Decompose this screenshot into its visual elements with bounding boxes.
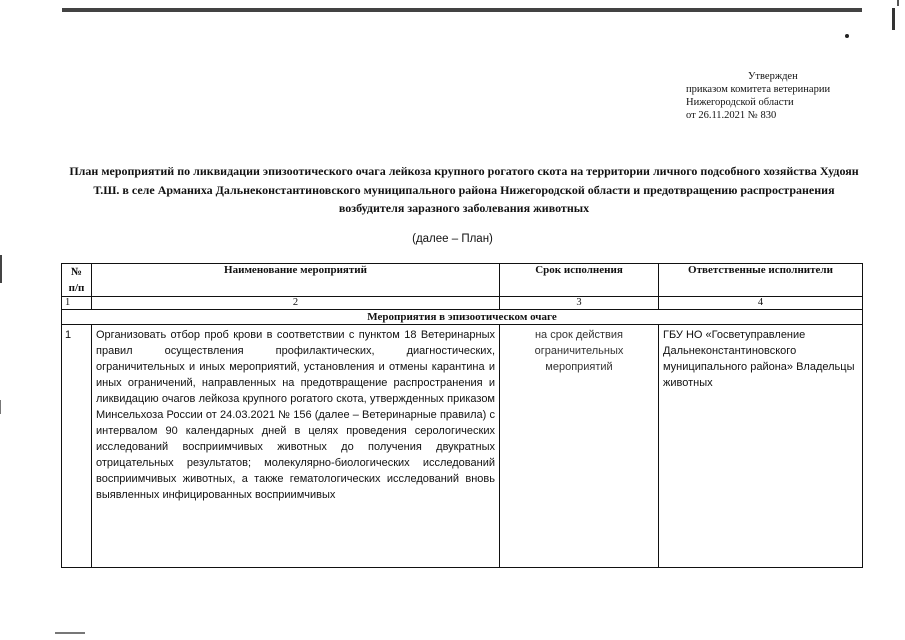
approval-line: Нижегородской области	[686, 97, 794, 108]
plan-table	[61, 263, 863, 568]
approval-stamp	[686, 70, 886, 122]
scan-mark	[892, 8, 895, 30]
scan-edge-mark	[0, 255, 2, 283]
document-subtitle: (далее – План)	[412, 233, 493, 245]
table-header-row	[62, 264, 863, 297]
row-description: Организовать отбор проб крови в соответствии с пунктом 18 Ветеринарных правил осуществления профилактических, диагностических, ограничительных и иных мероприятий, установления и отмены карантина и иных ограничений, направленных на предотвращение распространения и ликвидацию очагов лейкоза крупного рогатого скота, утвержденных приказом Минсельхоза России от 24.03.2021 № 156 (далее – Ветеринарные правила) с интервалом 90 календарных дней в целях проведения серологических исследований восприимчивых животных до получения двукратных отрицательных результатов; молекулярно-биологических исследований восприимчивых животных, а также гематологических исследований вновь выявленных инфицированных восприимчивых	[92, 325, 500, 568]
section-title: Мероприятия в эпизоотическом очаге	[62, 310, 863, 325]
header-number: № п/п	[62, 264, 92, 297]
scan-edge-mark	[55, 632, 85, 634]
scan-edge-mark	[0, 400, 1, 414]
table-row	[62, 325, 863, 568]
scan-mark	[897, 0, 899, 6]
document-title: План мероприятий по ликвидации эпизоотического очага лейкоза крупного рогатого скота на территории личного подсобного хозяйства Худоян Т.Ш. в селе Арманиха Дальнеконстантиновского муниципального района Нижегородской области и предотвращению распространения возбудителя заразного заболевания животных	[69, 164, 859, 215]
row-term: на срок действия ограничительных мероприятий	[500, 325, 659, 568]
column-number: 2	[92, 297, 500, 310]
row-number: 1	[62, 325, 92, 568]
scan-dot	[845, 34, 849, 38]
header-responsible: Ответственные исполнители	[659, 264, 863, 297]
approval-line: приказом комитета ветеринарии	[686, 84, 831, 95]
section-row	[62, 310, 863, 325]
column-number: 4	[659, 297, 863, 310]
row-responsible: ГБУ НО «Госветуправление Дальнеконстантиновского муниципального района» Владельцы животных	[659, 325, 863, 568]
approval-line: Утвержден	[748, 71, 798, 82]
header-term: Срок исполнения	[500, 264, 659, 297]
approval-line: от 26.11.2021 № 830	[686, 110, 777, 121]
column-numbers-row	[62, 297, 863, 310]
scan-edge-top	[62, 8, 862, 12]
column-number: 3	[500, 297, 659, 310]
header-name: Наименование мероприятий	[92, 264, 500, 297]
column-number: 1	[62, 297, 92, 310]
